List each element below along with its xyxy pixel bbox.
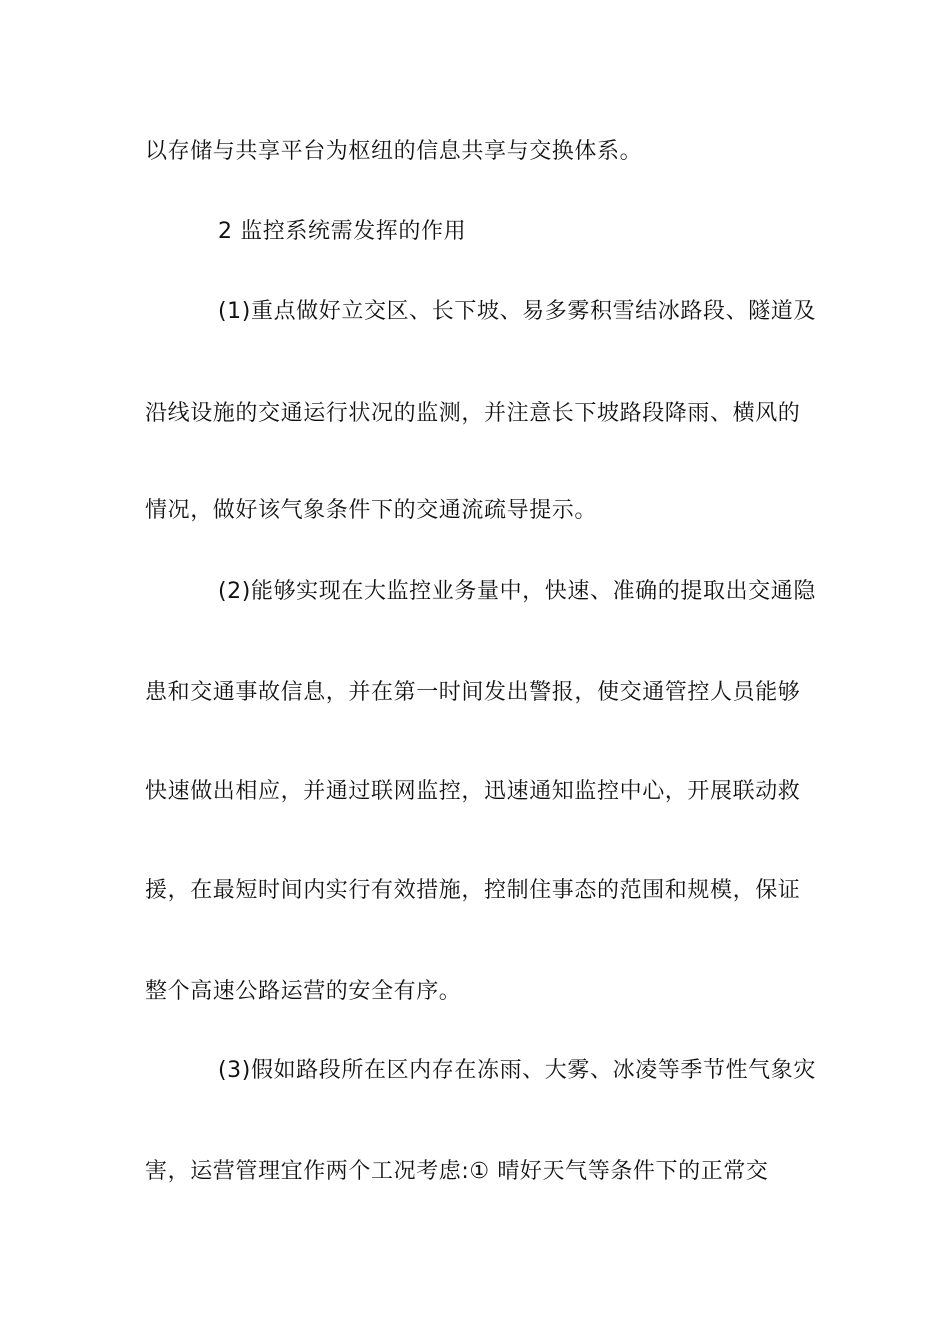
paragraph-line: 整个高速公路运营的安全有序。 <box>145 979 462 1004</box>
paragraph-line: 沿线设施的交通运行状况的监测，并注意长下坡路段降雨、横风的 <box>145 401 801 426</box>
paragraph-line: 以存储与共享平台为枢纽的信息共享与交换体系。 <box>145 139 643 164</box>
paragraph-line: (3)假如路段所在区内存在冻雨、大雾、冰凌等季节性气象灾 <box>218 1058 816 1083</box>
paragraph-line: 援，在最短时间内实行有效措施，控制住事态的范围和规模，保证 <box>145 878 801 903</box>
paragraph-line: 患和交通事故信息，并在第一时间发出警报，使交通管控人员能够 <box>145 680 801 705</box>
paragraph-line: (2)能够实现在大监控业务量中，快速、准确的提取出交通隐 <box>218 579 816 604</box>
paragraph-line: 快速做出相应，并通过联网监控，迅速通知监控中心，开展联动救 <box>145 779 801 804</box>
section-heading: 2 监控系统需发挥的作用 <box>218 219 467 244</box>
paragraph-line: (1)重点做好立交区、长下坡、易多雾积雪结冰路段、隧道及 <box>218 299 816 324</box>
paragraph-line: 害，运营管理宜作两个工况考虑:① 晴好天气等条件下的正常交 <box>145 1159 769 1184</box>
paragraph-line: 情况，做好该气象条件下的交通流疏导提示。 <box>145 498 598 523</box>
